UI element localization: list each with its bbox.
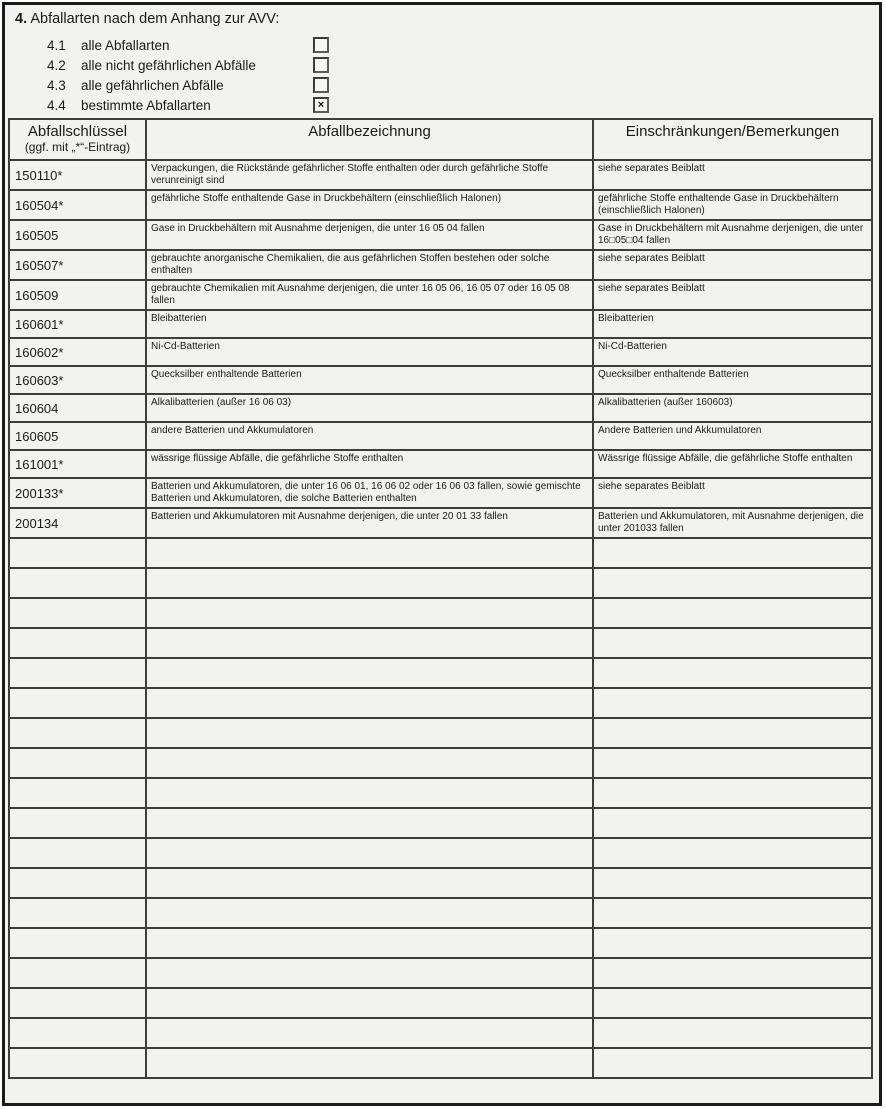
waste-code-cell-empty bbox=[9, 688, 146, 718]
empty-table-row bbox=[9, 688, 872, 718]
waste-code-cell: 200133* bbox=[9, 478, 146, 508]
waste-code-cell: 160604 bbox=[9, 394, 146, 422]
waste-description-cell-empty bbox=[146, 958, 593, 988]
checkbox-4.2[interactable] bbox=[313, 57, 329, 73]
waste-description-cell: Bleibatterien bbox=[146, 310, 593, 338]
empty-table-row bbox=[9, 808, 872, 838]
waste-description-cell: gebrauchte Chemikalien mit Ausnahme derjenigen, die unter 16 05 06, 16 05 07 oder 16 05 08 fallen bbox=[146, 280, 593, 310]
waste-code-cell-empty bbox=[9, 628, 146, 658]
waste-description-cell: gefährliche Stoffe enthaltende Gase in Druckbehältern (einschließlich Halonen) bbox=[146, 190, 593, 220]
waste-description-cell-empty bbox=[146, 568, 593, 598]
waste-code-cell: 160505 bbox=[9, 220, 146, 250]
remarks-cell-empty bbox=[593, 568, 872, 598]
waste-description-cell: Batterien und Akkumulatoren mit Ausnahme derjenigen, die unter 20 01 33 fallen bbox=[146, 508, 593, 538]
waste-code-cell-empty bbox=[9, 538, 146, 568]
table-row bbox=[9, 478, 872, 508]
waste-code-cell-empty bbox=[9, 1018, 146, 1048]
empty-table-row bbox=[9, 598, 872, 628]
empty-table-row bbox=[9, 628, 872, 658]
remarks-cell: siehe separates Beiblatt bbox=[593, 160, 872, 190]
waste-code-cell-empty bbox=[9, 658, 146, 688]
table-row bbox=[9, 250, 872, 280]
waste-description-cell-empty bbox=[146, 838, 593, 868]
waste-code-cell: 160605 bbox=[9, 422, 146, 450]
waste-description-cell: Verpackungen, die Rückstände gefährlicher Stoffe enthalten oder durch gefährliche Stoffe verunreinigt sind bbox=[146, 160, 593, 190]
empty-table-row bbox=[9, 718, 872, 748]
remarks-cell-empty bbox=[593, 988, 872, 1018]
remarks-cell: Quecksilber enthaltende Batterien bbox=[593, 366, 872, 394]
waste-code-cell-empty bbox=[9, 598, 146, 628]
header-einschraenkungen: Einschränkungen/Bemerkungen bbox=[593, 119, 872, 160]
option-row-4.3 bbox=[47, 75, 329, 95]
remarks-cell: siehe separates Beiblatt bbox=[593, 478, 872, 508]
remarks-cell-empty bbox=[593, 688, 872, 718]
table-row bbox=[9, 422, 872, 450]
checkbox-4.3[interactable] bbox=[313, 77, 329, 93]
waste-description-cell-empty bbox=[146, 628, 593, 658]
waste-code-cell-empty bbox=[9, 898, 146, 928]
waste-description-cell-empty bbox=[146, 688, 593, 718]
empty-table-row bbox=[9, 838, 872, 868]
waste-code-cell-empty bbox=[9, 778, 146, 808]
option-number: 4.3 bbox=[47, 77, 66, 93]
empty-table-row bbox=[9, 658, 872, 688]
option-label: alle gefährlichen Abfälle bbox=[81, 77, 224, 93]
empty-table-row bbox=[9, 868, 872, 898]
header-abfallschluessel-line1: Abfallschlüssel bbox=[27, 123, 128, 140]
waste-description-cell-empty bbox=[146, 538, 593, 568]
waste-description-cell-empty bbox=[146, 748, 593, 778]
waste-code-cell: 160603* bbox=[9, 366, 146, 394]
section-4-title bbox=[15, 11, 279, 27]
waste-description-cell-empty bbox=[146, 1018, 593, 1048]
empty-table-row bbox=[9, 778, 872, 808]
empty-table-row bbox=[9, 568, 872, 598]
remarks-cell: Ni-Cd-Batterien bbox=[593, 338, 872, 366]
waste-description-cell-empty bbox=[146, 928, 593, 958]
remarks-cell-empty bbox=[593, 718, 872, 748]
waste-code-cell: 160504* bbox=[9, 190, 146, 220]
remarks-cell-empty bbox=[593, 1048, 872, 1078]
remarks-cell-empty bbox=[593, 748, 872, 778]
table-row bbox=[9, 220, 872, 250]
empty-table-row bbox=[9, 1048, 872, 1078]
checkbox-4.4-checked[interactable]: × bbox=[313, 97, 329, 113]
table-row bbox=[9, 190, 872, 220]
option-label: alle nicht gefährlichen Abfälle bbox=[81, 57, 256, 73]
option-row-4.1 bbox=[47, 35, 329, 55]
empty-table-row bbox=[9, 898, 872, 928]
waste-code-cell-empty bbox=[9, 988, 146, 1018]
header-abfallschluessel-line2: (ggf. mit „*“-Eintrag) bbox=[24, 140, 131, 155]
option-label: alle Abfallarten bbox=[81, 37, 170, 53]
waste-code-cell: 160601* bbox=[9, 310, 146, 338]
table-header-row bbox=[9, 119, 872, 160]
waste-description-cell: Alkalibatterien (außer 16 06 03) bbox=[146, 394, 593, 422]
waste-description-cell-empty bbox=[146, 718, 593, 748]
option-label: bestimmte Abfallarten bbox=[81, 97, 211, 113]
section-title-text: Abfallarten nach dem Anhang zur AVV: bbox=[30, 11, 280, 27]
waste-code-cell-empty bbox=[9, 808, 146, 838]
remarks-cell-empty bbox=[593, 838, 872, 868]
waste-description-cell-empty bbox=[146, 778, 593, 808]
waste-code-cell: 160509 bbox=[9, 280, 146, 310]
form-page bbox=[2, 2, 882, 1106]
waste-description-cell: wässrige flüssige Abfälle, die gefährliche Stoffe enthalten bbox=[146, 450, 593, 478]
waste-type-options bbox=[47, 35, 329, 115]
empty-table-row bbox=[9, 988, 872, 1018]
remarks-cell: Bleibatterien bbox=[593, 310, 872, 338]
waste-description-cell: gebrauchte anorganische Chemikalien, die aus gefährlichen Stoffen bestehen oder solche enthalten bbox=[146, 250, 593, 280]
option-number: 4.2 bbox=[47, 57, 66, 73]
table-row bbox=[9, 366, 872, 394]
table-row bbox=[9, 394, 872, 422]
waste-description-cell-empty bbox=[146, 988, 593, 1018]
waste-code-cell-empty bbox=[9, 838, 146, 868]
header-abfallbezeichnung: Abfallbezeichnung bbox=[146, 119, 593, 160]
waste-code-cell: 150110* bbox=[9, 160, 146, 190]
waste-code-cell-empty bbox=[9, 748, 146, 778]
waste-code-cell-empty bbox=[9, 868, 146, 898]
waste-description-cell-empty bbox=[146, 898, 593, 928]
remarks-cell-empty bbox=[593, 958, 872, 988]
remarks-cell-empty bbox=[593, 658, 872, 688]
table-row bbox=[9, 450, 872, 478]
table-row bbox=[9, 280, 872, 310]
remarks-cell: Batterien und Akkumulatoren, mit Ausnahme derjenigen, die unter 201033 fallen bbox=[593, 508, 872, 538]
table-row bbox=[9, 338, 872, 366]
waste-code-cell-empty bbox=[9, 718, 146, 748]
option-row-4.2 bbox=[47, 55, 329, 75]
remarks-cell-empty bbox=[593, 538, 872, 568]
remarks-cell-empty bbox=[593, 898, 872, 928]
header-abfallschluessel bbox=[9, 119, 146, 160]
remarks-cell-empty bbox=[593, 778, 872, 808]
table-row bbox=[9, 508, 872, 538]
waste-code-cell: 160602* bbox=[9, 338, 146, 366]
waste-description-cell: Quecksilber enthaltende Batterien bbox=[146, 366, 593, 394]
remarks-cell-empty bbox=[593, 868, 872, 898]
remarks-cell: Alkalibatterien (außer 160603) bbox=[593, 394, 872, 422]
waste-types-table bbox=[8, 118, 873, 1079]
waste-description-cell-empty bbox=[146, 658, 593, 688]
table-row bbox=[9, 160, 872, 190]
remarks-cell-empty bbox=[593, 808, 872, 838]
remarks-cell: Andere Batterien und Akkumulatoren bbox=[593, 422, 872, 450]
waste-code-cell-empty bbox=[9, 1048, 146, 1078]
empty-table-row bbox=[9, 748, 872, 778]
remarks-cell: gefährliche Stoffe enthaltende Gase in Druckbehältern (einschließlich Halonen) bbox=[593, 190, 872, 220]
waste-code-cell-empty bbox=[9, 928, 146, 958]
option-number: 4.4 bbox=[47, 97, 66, 113]
empty-table-row bbox=[9, 928, 872, 958]
remarks-cell: siehe separates Beiblatt bbox=[593, 250, 872, 280]
remarks-cell-empty bbox=[593, 598, 872, 628]
waste-description-cell: andere Batterien und Akkumulatoren bbox=[146, 422, 593, 450]
remarks-cell: Gase in Druckbehältern mit Ausnahme derjenigen, die unter 16□05□04 fallen bbox=[593, 220, 872, 250]
waste-code-cell: 160507* bbox=[9, 250, 146, 280]
checkbox-4.1[interactable] bbox=[313, 37, 329, 53]
table-row bbox=[9, 310, 872, 338]
waste-description-cell: Gase in Druckbehältern mit Ausnahme derjenigen, die unter 16 05 04 fallen bbox=[146, 220, 593, 250]
remarks-cell: siehe separates Beiblatt bbox=[593, 280, 872, 310]
empty-table-row bbox=[9, 538, 872, 568]
remarks-cell-empty bbox=[593, 928, 872, 958]
waste-description-cell-empty bbox=[146, 868, 593, 898]
remarks-cell: Wässrige flüssige Abfälle, die gefährliche Stoffe enthalten bbox=[593, 450, 872, 478]
section-number: 4. bbox=[15, 11, 28, 27]
empty-table-row bbox=[9, 958, 872, 988]
remarks-cell-empty bbox=[593, 628, 872, 658]
empty-table-row bbox=[9, 1018, 872, 1048]
waste-description-cell: Batterien und Akkumulatoren, die unter 16 06 01, 16 06 02 oder 16 06 03 fallen, sowie gemischte Batterien und Akkumulatoren, die solche Batterien enthalten bbox=[146, 478, 593, 508]
waste-code-cell: 161001* bbox=[9, 450, 146, 478]
waste-description-cell-empty bbox=[146, 808, 593, 838]
waste-description-cell-empty bbox=[146, 598, 593, 628]
waste-description-cell: Ni-Cd-Batterien bbox=[146, 338, 593, 366]
option-number: 4.1 bbox=[47, 37, 66, 53]
waste-description-cell-empty bbox=[146, 1048, 593, 1078]
waste-code-cell-empty bbox=[9, 958, 146, 988]
waste-code-cell-empty bbox=[9, 568, 146, 598]
remarks-cell-empty bbox=[593, 1018, 872, 1048]
option-row-4.4 bbox=[47, 95, 329, 115]
waste-code-cell: 200134 bbox=[9, 508, 146, 538]
